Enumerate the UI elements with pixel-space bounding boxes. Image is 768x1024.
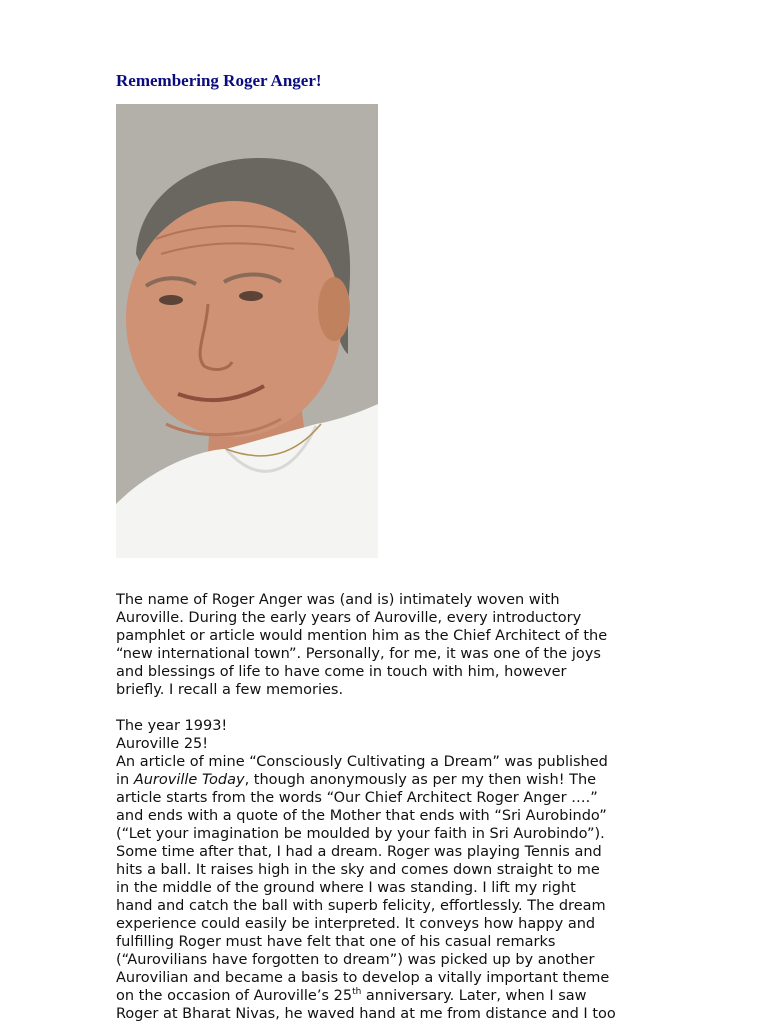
article-body — [116, 591, 676, 1023]
paragraph-line: fulfilling Roger must have felt that one of his casual remarks — [116, 934, 556, 950]
publication-title: Auroville Today — [133, 772, 245, 788]
paragraph-gap — [116, 699, 676, 717]
paragraph-line: An article of mine “Consciously Cultivating a Dream” was published — [116, 754, 608, 770]
paragraph-line: (“Let your imagination be moulded by your faith in Sri Aurobindo”). — [116, 826, 605, 842]
paragraph-line: (“Aurovilians have forgotten to dream”) was picked up by another — [116, 952, 595, 968]
text-span: , though anonymously as per my then wish! The — [244, 772, 597, 788]
paragraph-line: and ends with a quote of the Mother that ends with “Sri Aurobindo” — [116, 808, 607, 824]
page-title: Remembering Roger Anger! — [116, 71, 322, 90]
paragraph-line: and blessings of life to have come in touch with him, however — [116, 664, 567, 680]
paragraph-line: The year 1993! — [116, 718, 228, 734]
paragraph-line: hits a ball. It raises high in the sky and comes down straight to me — [116, 862, 600, 878]
portrait-photo — [116, 104, 378, 558]
paragraph-line: Auroville. During the early years of Auroville, every introductory — [116, 610, 582, 626]
paragraph-line — [116, 771, 676, 789]
portrait-illustration — [116, 104, 378, 558]
ordinal-suffix: th — [352, 987, 362, 997]
paragraph-line: The name of Roger Anger was (and is) intimately woven with — [116, 592, 560, 608]
paragraph-line: briefly. I recall a few memories. — [116, 682, 344, 698]
text-span: in — [116, 772, 134, 788]
paragraph-line — [116, 987, 676, 1005]
paragraph-line: Roger at Bharat Nivas, he waved hand at me from distance and I too — [116, 1006, 616, 1022]
paragraph-line: Auroville 25! — [116, 736, 209, 752]
paragraph-line: hand and catch the ball with superb felicity, effortlessly. The dream — [116, 898, 606, 914]
text-span: anniversary. Later, when I saw — [361, 988, 587, 1004]
paragraph-line: “new international town”. Personally, for me, it was one of the joys — [116, 646, 601, 662]
paragraph-line: Some time after that, I had a dream. Roger was playing Tennis and — [116, 844, 602, 860]
paragraph-line: experience could easily be interpreted. It conveys how happy and — [116, 916, 596, 932]
paragraph-line: pamphlet or article would mention him as the Chief Architect of the — [116, 628, 608, 644]
paragraph-line: article starts from the words “Our Chief Architect Roger Anger ….” — [116, 790, 598, 806]
paragraph-line: in the middle of the ground where I was standing. I lift my right — [116, 880, 576, 896]
text-span: on the occasion of Auroville’s 25 — [116, 988, 353, 1004]
paragraph-line: Aurovilian and became a basis to develop a vitally important theme — [116, 970, 610, 986]
